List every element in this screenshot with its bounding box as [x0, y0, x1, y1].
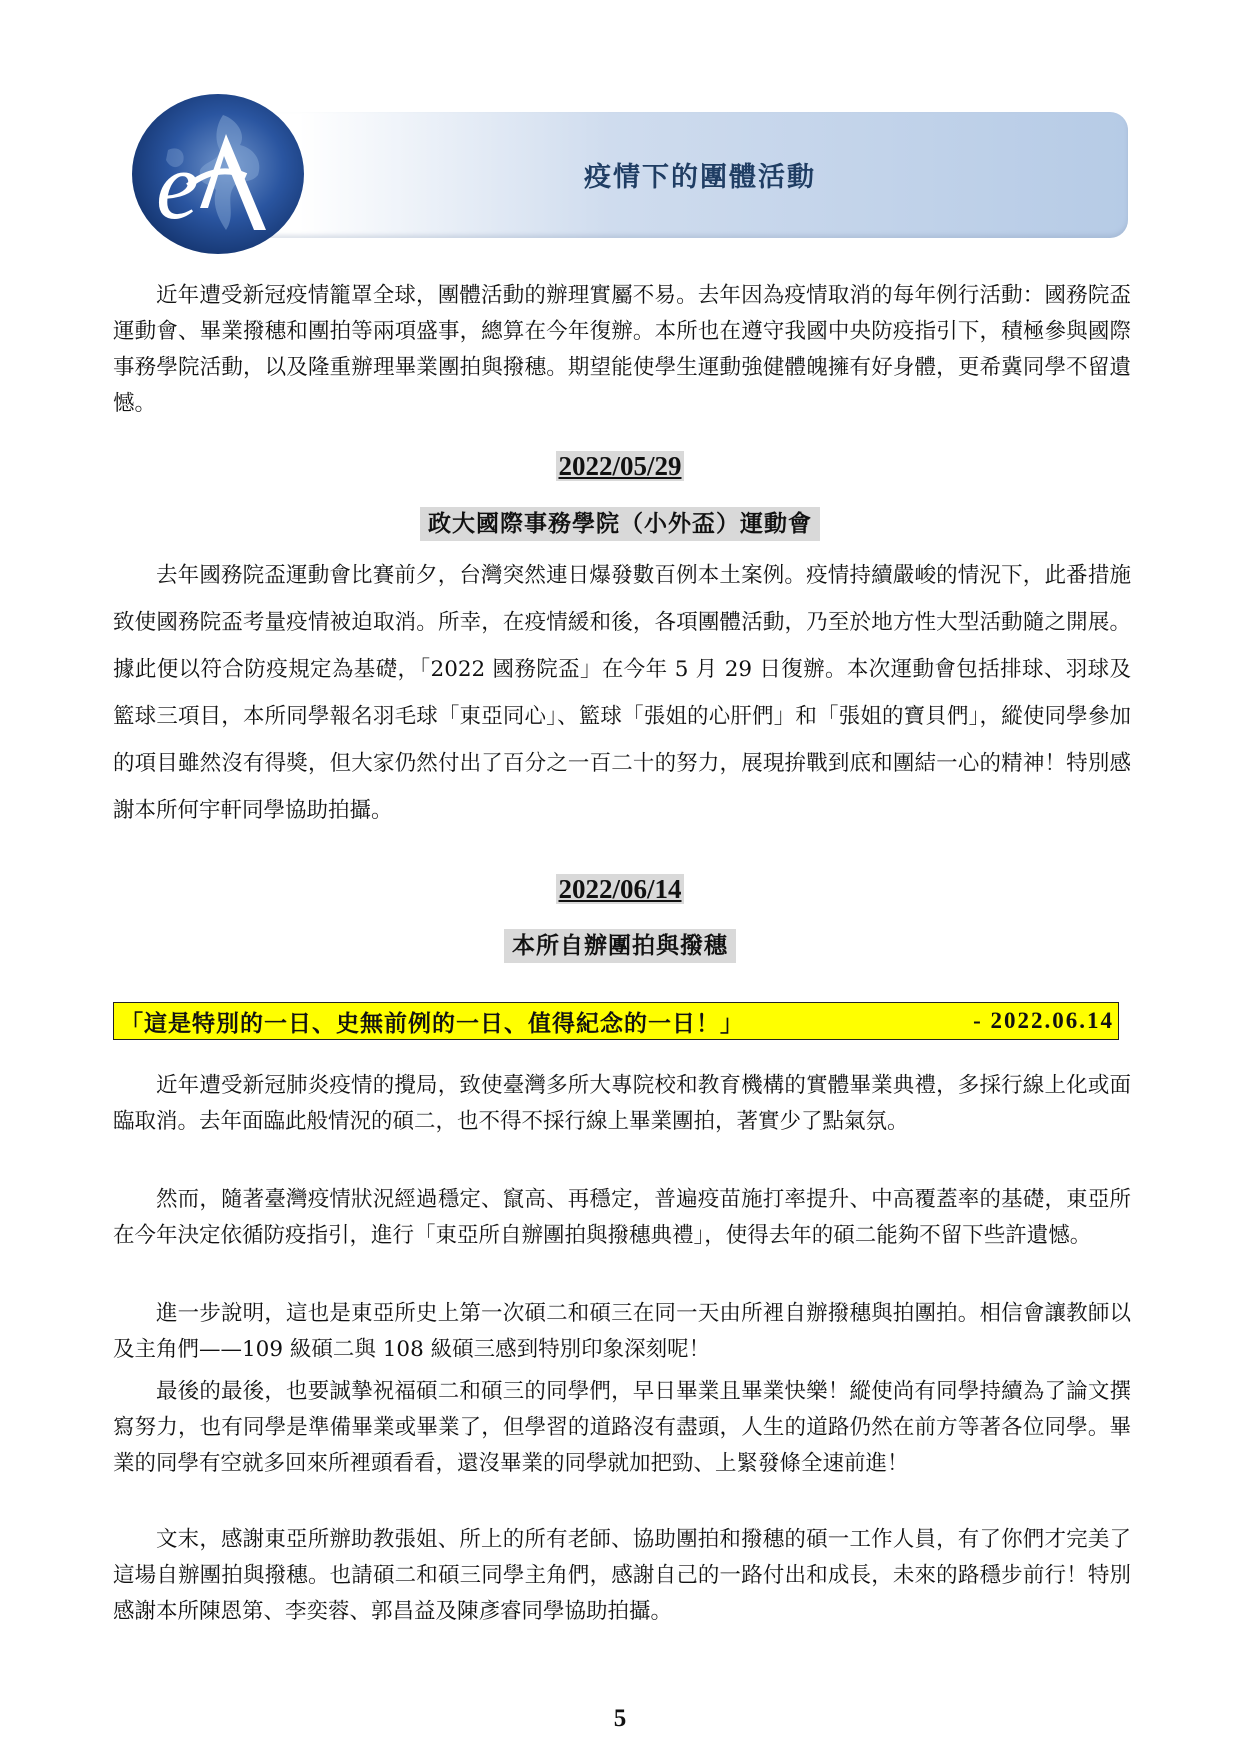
section2-title: 本所自辦團拍與撥穗 — [504, 929, 736, 963]
highlight-quote-box — [113, 1002, 1119, 1040]
section2-paragraph: 近年遭受新冠肺炎疫情的攪局，致使臺灣多所大專院校和教育機構的實體畢業典禮，多採行線上化或面臨取消。去年面臨此般情況的碩二，也不得不採行線上畢業團拍，著實少了點氣氛。 — [113, 1073, 1131, 1134]
section2-heading — [0, 927, 1240, 960]
section1-heading — [0, 505, 1240, 538]
section1-date-text: 2022/05/29 — [558, 451, 682, 481]
section1-date — [420, 451, 820, 482]
highlight-quote: 「這是特別的一日、史無前例的一日、值得紀念的一日！」 — [120, 1010, 744, 1037]
svg-text:e: e — [156, 132, 199, 239]
section2-date-text: 2022/06/14 — [558, 874, 682, 904]
section2-paragraph: 文末，感謝東亞所辦助教張姐、所上的所有老師、協助團拍和撥穗的碩一工作人員，有了你們才完美了這場自辦團拍與撥穗。也請碩二和碩三同學主角們，感謝自己的一路付出和成長，未來的路穩步前行！特別感謝本所陳恩第、李奕蓉、郭昌益及陳彥睿同學協助拍攝。 — [113, 1527, 1131, 1624]
section2-date — [420, 874, 820, 905]
page-number: 5 — [613, 1705, 627, 1732]
section2-paragraph: 最後的最後，也要誠摯祝福碩二和碩三的同學們，早日畢業且畢業快樂！縱使尚有同學持續為了論文撰寫努力，也有同學是準備畢業或畢業了，但學習的道路沒有盡頭，人生的道路仍然在前方等著各位同學。畢業的同學有空就多回來所裡頭看看，還沒畢業的同學就加把勁、上緊發條全速前進！ — [113, 1379, 1131, 1476]
section2-paragraph: 進一步說明，這也是東亞所史上第一次碩二和碩三在同一天由所裡自辦撥穗與拍團拍。相信會讓教師以及主角們——109 級碩二與 108 級碩三感到特別印象深刻呢！ — [113, 1301, 1131, 1362]
highlight-quote-date: - 2022.06.14 — [973, 1008, 1114, 1033]
ea-logo-globe-icon — [128, 90, 308, 258]
section2-paragraph: 然而，隨著臺灣疫情狀況經過穩定、竄高、再穩定，普遍疫苗施打率提升、中高覆蓋率的基礎，東亞所在今年決定依循防疫指引，進行「東亞所自辦團拍與撥穗典禮」，使得去年的碩二能夠不留下些許遺憾。 — [113, 1187, 1131, 1248]
section1-title: 政大國際事務學院（小外盃）運動會 — [420, 507, 820, 541]
page-title: 疫情下的團體活動 — [584, 162, 816, 193]
intro-paragraph: 近年遭受新冠疫情籠罩全球，團體活動的辦理實屬不易。去年因為疫情取消的每年例行活動：國務院盃運動會、畢業撥穗和團拍等兩項盛事，總算在今年復辦。本所也在遵守我國中央防疫指引下，積極參與國際事務學院活動，以及隆重辦理畢業團拍與撥穗。期望能使學生運動強健體魄擁有好身體，更希冀同學不留遺憾。 — [113, 283, 1131, 416]
section1-body: 去年國務院盃運動會比賽前夕，台灣突然連日爆發數百例本土案例。疫情持續嚴峻的情況下，此番措施致使國務院盃考量疫情被迫取消。所幸，在疫情緩和後，各項團體活動，乃至於地方性大型活動隨之開展。據此便以符合防疫規定為基礎，「2022 國務院盃」在今年 5 月 29 日復辦。本次運動會包括排球、羽球及籃球三項目，本所同學報名羽毛球「東亞同心」、籃球「張姐的心肝們」和「張姐的寶貝們」，縱使同學參加的項目雖然沒有得獎，但大家仍然付出了百分之一百二十的努力，展現拚戰到底和團結一心的精神！特別感謝本所何宇軒同學協助拍攝。 — [113, 563, 1131, 823]
